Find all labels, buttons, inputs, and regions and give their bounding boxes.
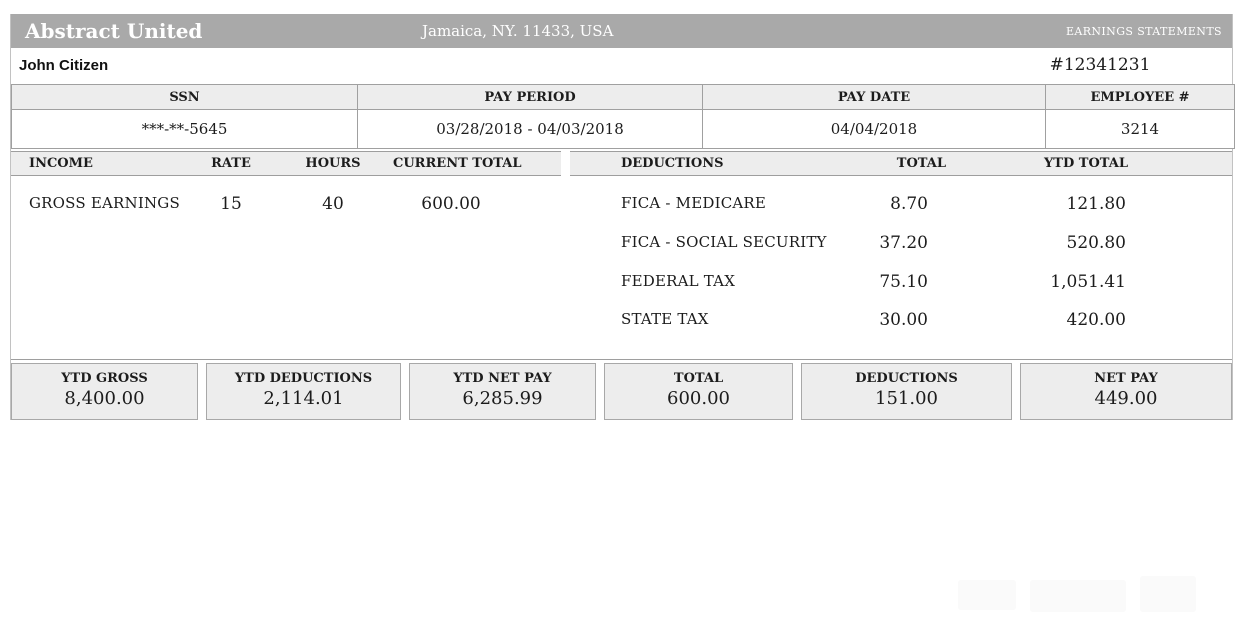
earnings-statement-document [10, 14, 1233, 420]
summary-label: YTD GROSS [61, 371, 148, 386]
summary-cell-ytd-gross [11, 363, 198, 420]
ytd-total-column-header: YTD TOTAL [1044, 156, 1128, 171]
deduction-row-ytd: 121.80 [1066, 194, 1126, 214]
summary-cell-ytd-net-pay [409, 363, 596, 420]
deductions-column-header: DEDUCTIONS [621, 156, 724, 171]
employee-no-value: 3214 [1046, 110, 1235, 149]
summary-value: 449.00 [1094, 388, 1158, 409]
pay-info-table [11, 84, 1235, 149]
pay-info-header-row [12, 85, 1235, 110]
summary-label: YTD DEDUCTIONS [234, 371, 373, 386]
deduction-row-label: FEDERAL TAX [621, 272, 736, 290]
summary-cell-total [604, 363, 793, 420]
summary-strip [11, 359, 1232, 420]
summary-label: DEDUCTIONS [855, 371, 958, 386]
deduction-row-label: FICA - SOCIAL SECURITY [621, 233, 827, 251]
deduction-row-total: 8.70 [890, 194, 928, 214]
statement-header-bar [11, 14, 1232, 48]
income-row-hours: 40 [322, 194, 344, 214]
deduction-row-ytd: 520.80 [1066, 233, 1126, 253]
current-total-column-header: CURRENT TOTAL [393, 156, 522, 171]
deduction-row-total: 75.10 [879, 272, 928, 292]
statement-number: #12341231 [1049, 55, 1151, 75]
company-location: Jamaica, NY. 11433, USA [421, 22, 614, 40]
earnings-table-body [11, 178, 1232, 359]
ssn-value: ***-**-5645 [12, 110, 358, 149]
summary-cell-net-pay [1020, 363, 1232, 420]
income-row-current-total: 600.00 [421, 194, 481, 214]
income-row-rate: 15 [220, 194, 242, 214]
document-type-label: EARNINGS STATEMENTS [1065, 25, 1222, 38]
summary-label: YTD NET PAY [453, 371, 552, 386]
hours-column-header: HOURS [305, 156, 361, 171]
summary-value: 2,114.01 [263, 388, 344, 409]
income-column-header: INCOME [29, 156, 93, 171]
ssn-column-header: SSN [12, 85, 358, 110]
earnings-table-header [11, 151, 1232, 178]
watermark [958, 580, 1196, 616]
company-name: Abstract United [25, 19, 203, 43]
summary-value: 151.00 [875, 388, 938, 409]
summary-value: 600.00 [667, 388, 730, 409]
deduction-row-label: STATE TAX [621, 310, 709, 328]
pay-period-column-header: PAY PERIOD [358, 85, 703, 110]
summary-value: 8,400.00 [64, 388, 145, 409]
employee-name: John Citizen [19, 57, 109, 74]
summary-value: 6,285.99 [462, 388, 543, 409]
deduction-row-total: 30.00 [879, 310, 928, 330]
pay-info-value-row [12, 110, 1235, 149]
summary-label: NET PAY [1094, 371, 1158, 386]
summary-label: TOTAL [673, 371, 724, 386]
pay-date-value: 04/04/2018 [703, 110, 1046, 149]
rate-column-header: RATE [211, 156, 251, 171]
employee-no-column-header: EMPLOYEE # [1046, 85, 1235, 110]
pay-date-column-header: PAY DATE [703, 85, 1046, 110]
pay-period-value: 03/28/2018 - 04/03/2018 [358, 110, 703, 149]
total-column-header: TOTAL [896, 156, 946, 171]
summary-cell-deductions [801, 363, 1012, 420]
income-row-label: GROSS EARNINGS [29, 194, 180, 212]
deduction-row-total: 37.20 [879, 233, 928, 253]
employee-name-row [11, 48, 1232, 84]
deduction-row-label: FICA - MEDICARE [621, 194, 767, 212]
deduction-row-ytd: 420.00 [1066, 310, 1126, 330]
summary-cell-ytd-deductions [206, 363, 401, 420]
deduction-row-ytd: 1,051.41 [1050, 272, 1126, 292]
